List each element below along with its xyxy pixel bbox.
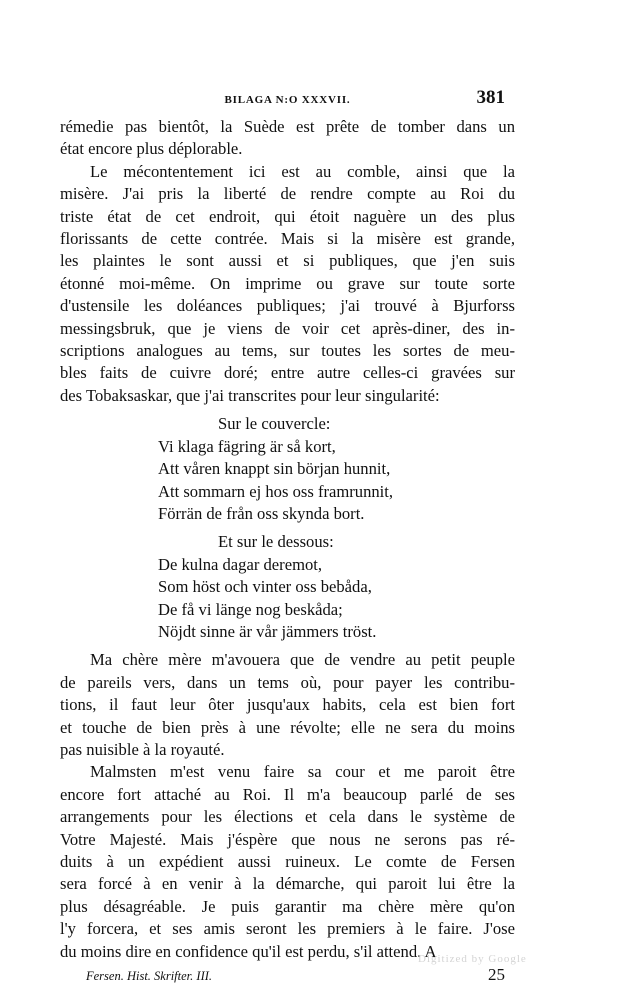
text-line: de pareils vers, dans un tems où, pour payer les contribu- [60,672,515,692]
poem-line: Nöjdt sinne är vår jämmers tröst. [158,621,377,641]
paragraphs-before-poem [60,116,515,407]
text-line: état encore plus déplorable. [60,139,243,159]
signature-mark: Fersen. Hist. Skrifter. III. [86,969,213,984]
poem-line: Att våren knappt sin början hunnit, [158,459,391,479]
paragraph [60,161,515,407]
text-line: des Tobaksaskar, que j'ai transcrites pour leur singularité: [60,385,440,405]
text-line: tions, il faut leur ôter jusqu'aux habits, cela est bien fort [60,695,515,715]
text-line: duits à un expédient aussi ruineux. Le comte de Fersen [60,852,515,871]
text-line: messingsbruk, que je viens de voir cet après-diner, des in- [60,318,515,338]
sheet-number: 25 [488,965,505,985]
poem-line: De få vi länge nog beskåda; [158,599,343,619]
poem-stanza [158,554,515,644]
poem-stanza [158,436,515,526]
poem-line: Att sommarn ej hos oss framrunnit, [158,481,394,501]
text-line: plus désagréable. Je puis garantir ma chère mère qu'on [60,896,515,916]
paragraphs-after-poem [60,649,515,963]
text-line: rémedie pas bientôt, la Suède est prête de tomber dans un [60,117,515,136]
text-line: pas nuisible à la royauté. [60,739,225,759]
poem-line: Vi klaga fägring är så kort, [158,436,336,456]
text-line: d'ustensile les doléances publiques; j'ai trouvé à Bjurforss [60,296,515,316]
poem-line: Förrän de från oss skynda bort. [158,503,365,523]
text-line: encore fort attaché au Roi. Il m'a beaucoup parlé de ses [60,784,515,804]
text-line: triste état de cet endroit, qui étoit naguère un des plus [60,206,515,226]
text-line: misère. J'ai pris la liberté de rendre compte au Roi du [60,184,515,204]
body-text [60,116,515,963]
poem [60,413,515,643]
running-head: BILAGA N:O XXXVII. [224,94,351,106]
poem-line: Som höst och vinter oss bebåda, [158,577,372,597]
text-line: bles faits de cuivre doré; entre autre celles-ci gravées sur [60,363,515,383]
page-number: 381 [476,87,505,108]
poem-stanza-title: Et sur le dessous: [218,532,334,552]
page-footer [60,965,515,987]
text-line: sera forcé à en venir à la démarche, qui paroit lui être la [60,874,515,894]
text-line: et touche de bien près à une révolte; elle ne sera du moins [60,717,515,737]
text-line: florissants de cette contrée. Mais si la misère est grande, [60,229,515,249]
poem-stanza-title: Sur le couvercle: [218,414,331,434]
text-line: scriptions analogues au tems, sur toutes les sortes de meu- [60,341,515,361]
text-line: étonné moi-même. On imprime ou grave sur toute sorte [60,273,515,293]
page-header [60,86,515,116]
digitization-stamp: Digitized by Google [418,953,527,965]
poem-line: De kulna dagar deremot, [158,554,323,574]
text-line: du moins dire en confidence qu'il est perdu, s'il attend. A [60,941,437,961]
text-line: Votre Majesté. Mais j'éspère que nous ne serons pas ré- [60,829,515,849]
text-line: Le mécontentement ici est au comble, ainsi que la [90,161,515,181]
paragraph [60,649,515,761]
paragraph [60,761,515,963]
text-line: l'y forcera, et ses amis seront les premiers à le faire. J'ose [60,919,515,939]
text-line: arrangements pour les élections et cela dans le système de [60,807,515,827]
paragraph [60,116,515,161]
text-line: les plaintes le sont aussi et si publiques, que j'en suis [60,251,515,271]
text-line: Malmsten m'est venu faire sa cour et me paroit être [90,762,515,782]
text-line: Ma chère mère m'avouera que de vendre au petit peuple [90,650,515,670]
document-page [60,86,515,987]
